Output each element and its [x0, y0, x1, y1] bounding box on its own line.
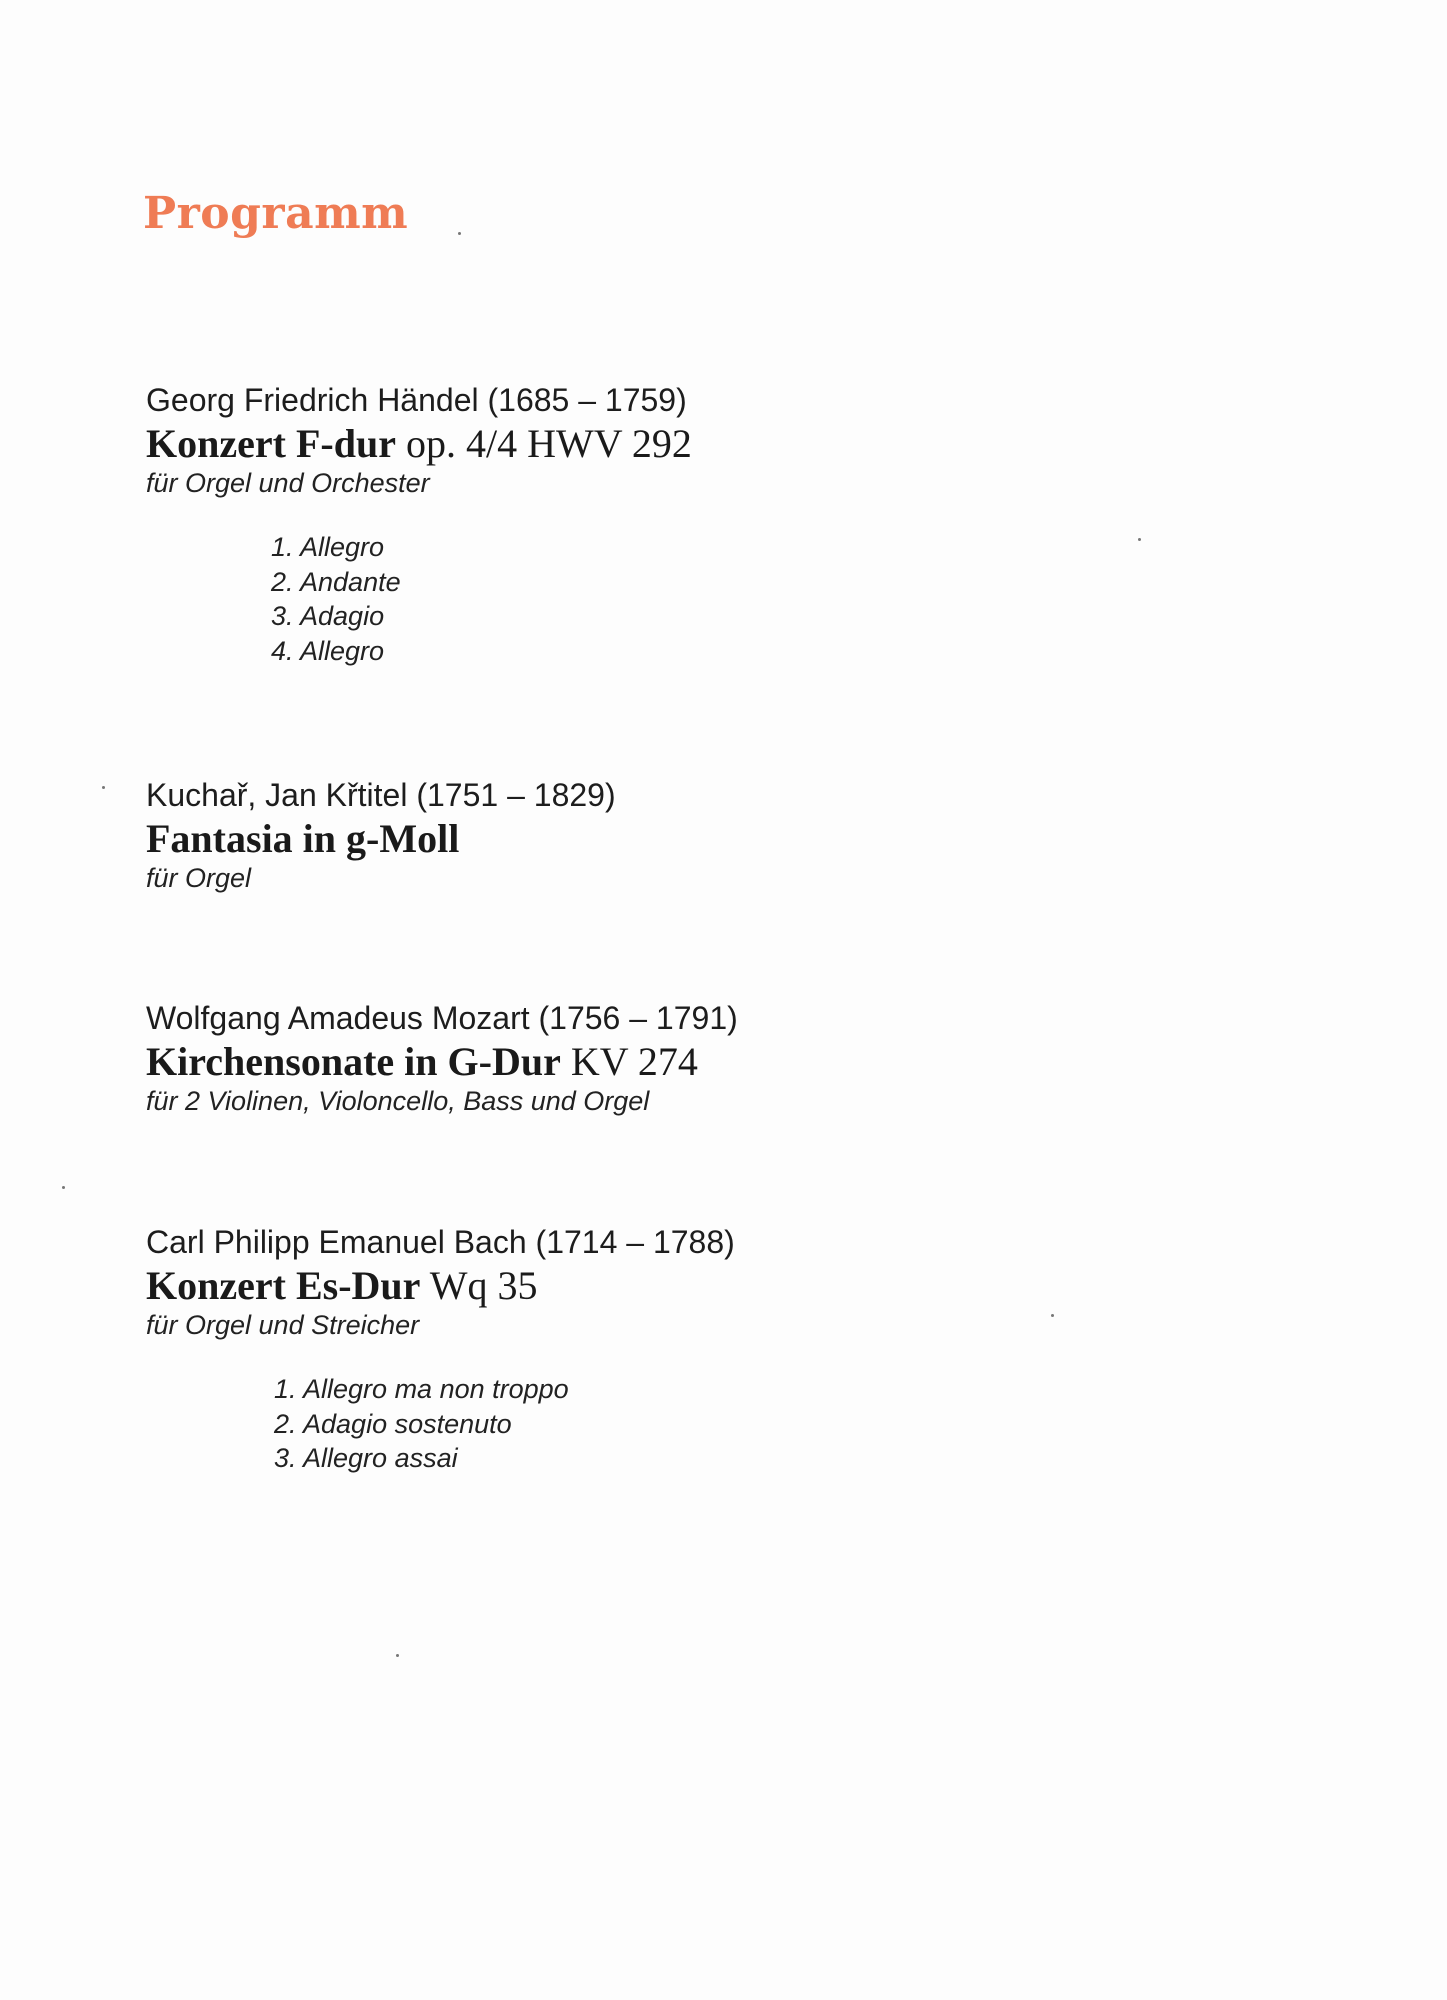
movement-item: 2. Adagio sostenuto [274, 1408, 512, 1439]
work-line [146, 1040, 738, 1084]
work-title: Fantasia in g-Moll [146, 816, 460, 861]
work-catalog-number: KV 274 [570, 1039, 698, 1084]
program-item-cpe-bach [146, 1222, 735, 1476]
work-line [146, 1264, 735, 1308]
movement-item: 3. Adagio [271, 601, 385, 631]
composer-name: Kuchař, Jan Křtitel (1751 – 1829) [146, 777, 616, 813]
scan-speck [102, 786, 105, 789]
work-scoring: für Orgel und Orchester [146, 468, 430, 498]
program-item-haendel [146, 380, 692, 668]
movement-item: 1. Allegro ma non troppo [274, 1374, 569, 1404]
movement-item: 1. Allegro [271, 532, 385, 562]
work-title: Konzert F-dur [146, 421, 396, 466]
work-title: Kirchensonate in G-Dur [146, 1039, 561, 1084]
scan-speck [62, 1186, 65, 1189]
page-title: Programm [143, 188, 409, 239]
work-title: Konzert Es-Dur [146, 1263, 421, 1308]
scan-speck [1138, 538, 1141, 541]
composer-name: Carl Philipp Emanuel Bach (1714 – 1788) [146, 1224, 735, 1260]
scan-speck [396, 1654, 399, 1657]
work-scoring: für Orgel [146, 863, 252, 893]
movement-list [274, 1372, 735, 1476]
scan-speck [458, 232, 461, 235]
work-catalog-number: Wq 35 [429, 1263, 538, 1308]
movement-list [271, 530, 692, 668]
work-line [146, 422, 692, 466]
work-scoring: für 2 Violinen, Violoncello, Bass und Orgel [146, 1086, 650, 1116]
movement-item: 4. Allegro [271, 635, 385, 666]
work-scoring: für Orgel und Streicher [146, 1310, 420, 1340]
program-item-mozart [146, 998, 738, 1118]
work-catalog-number: op. 4/4 HWV 292 [405, 421, 692, 466]
scan-speck [1051, 1314, 1054, 1317]
movement-item: 3. Allegro assai [274, 1443, 458, 1473]
movement-item: 2. Andante [271, 566, 401, 597]
composer-name: Wolfgang Amadeus Mozart (1756 – 1791) [146, 1000, 738, 1036]
composer-name: Georg Friedrich Händel (1685 – 1759) [146, 382, 687, 418]
work-line [146, 817, 616, 861]
program-item-kuchar [146, 775, 616, 895]
